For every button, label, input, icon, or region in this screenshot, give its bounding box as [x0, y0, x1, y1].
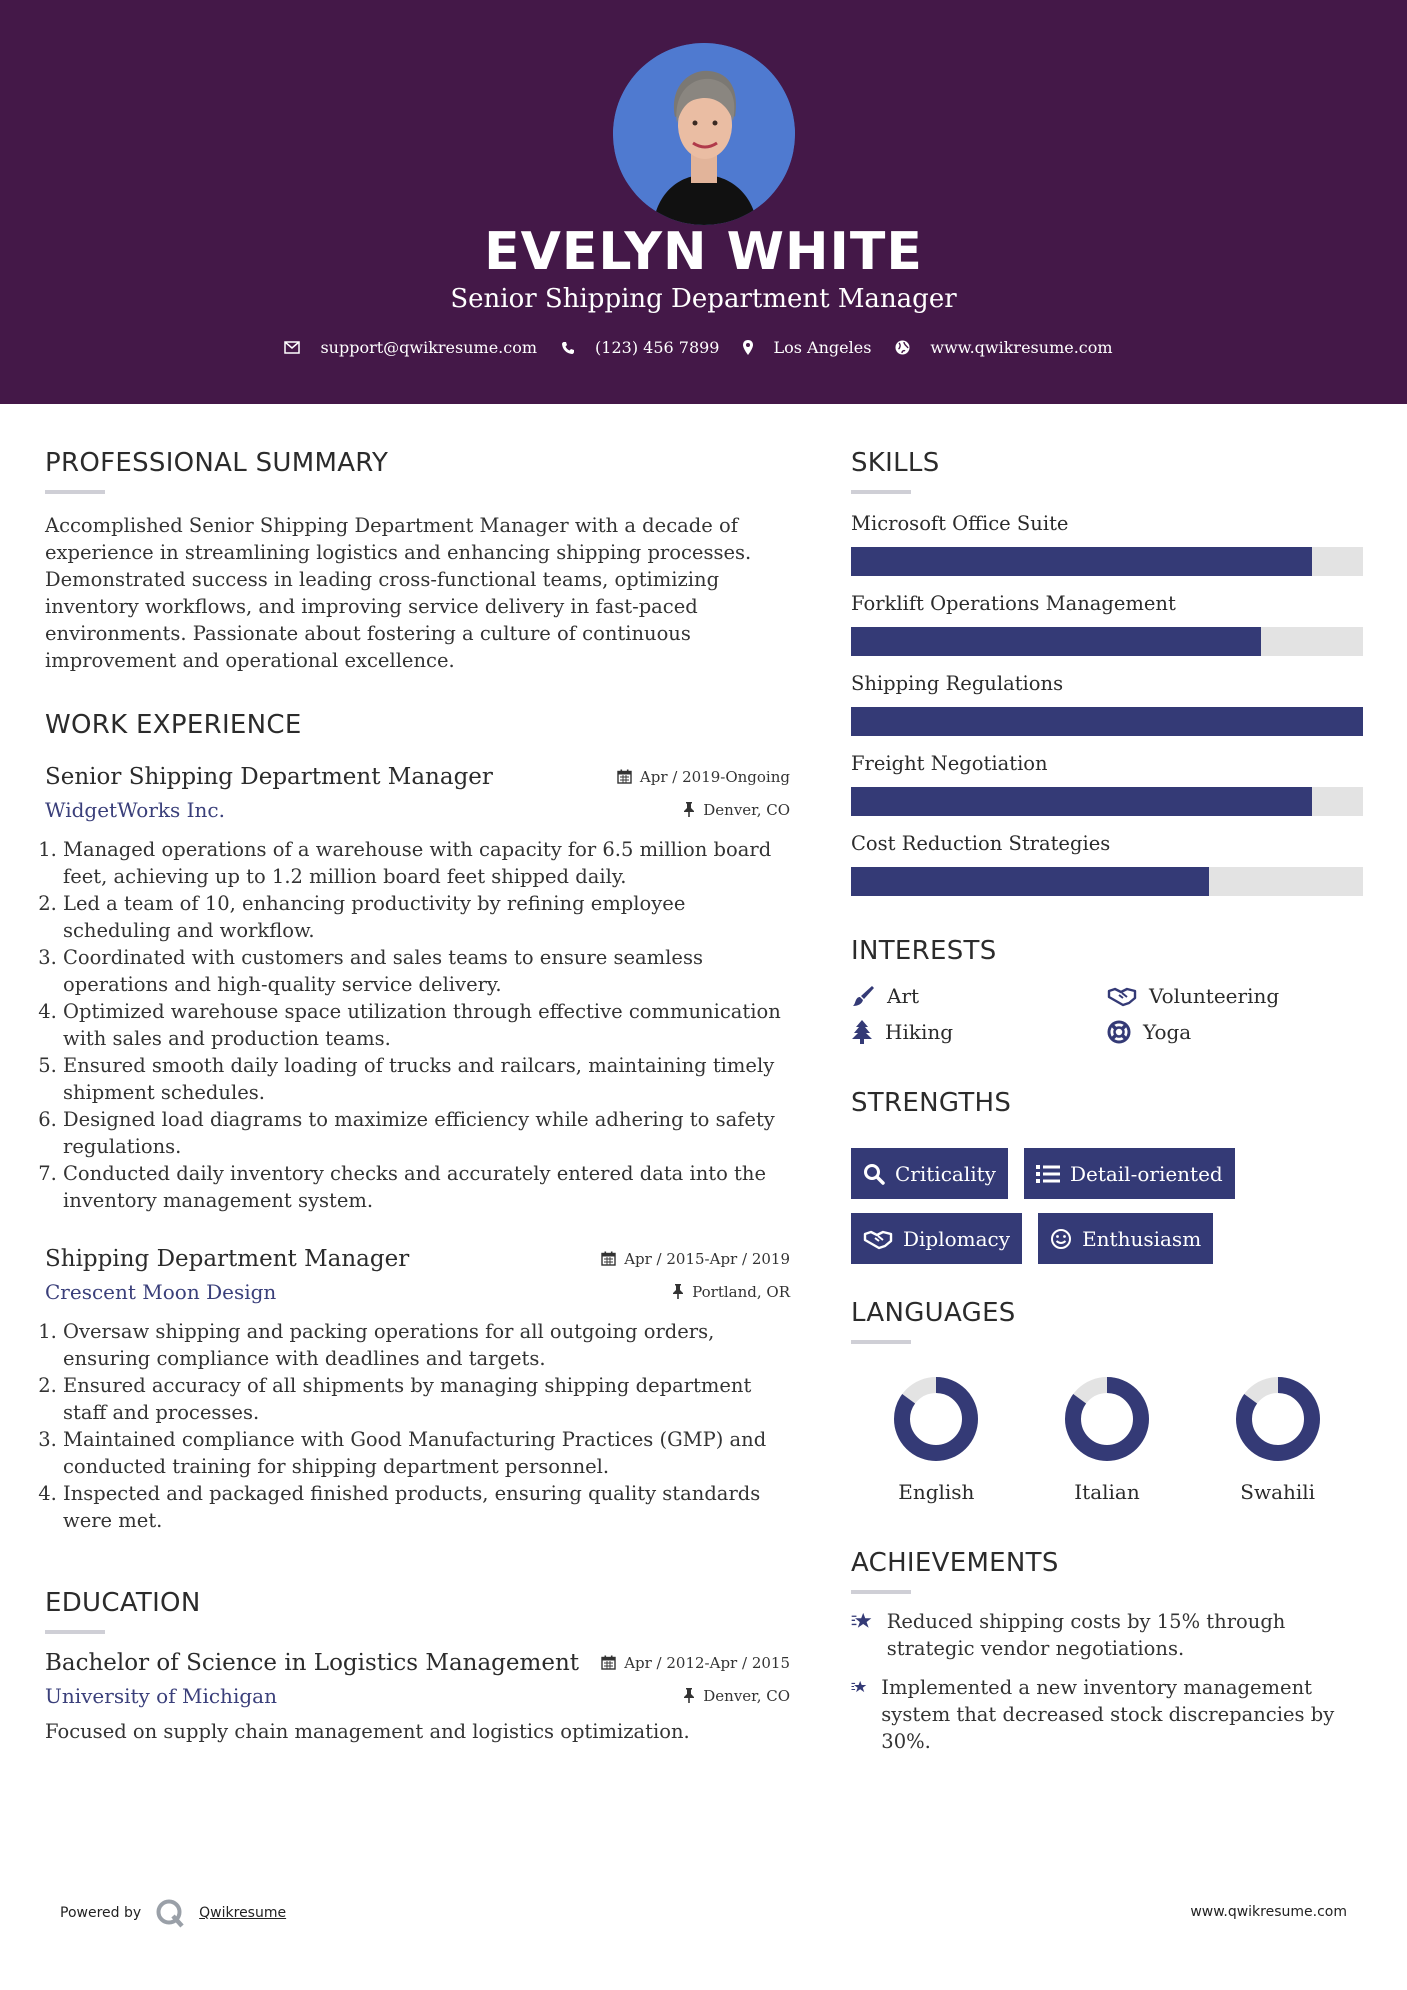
smile-icon — [1050, 1228, 1072, 1250]
language-proficiency-donut — [1062, 1374, 1152, 1464]
interest-item — [851, 984, 1107, 1008]
location-text: Los Angeles — [773, 338, 872, 357]
language-proficiency-donut — [891, 1374, 981, 1464]
duty-list — [45, 836, 790, 1214]
skill-bar — [851, 787, 1363, 816]
tree-icon — [851, 1020, 873, 1044]
achievements-heading: ACHIEVEMENTS — [851, 1548, 1059, 1578]
strength-badge — [851, 1148, 1008, 1199]
skill-name: Freight Negotiation — [851, 752, 1048, 775]
left-column — [45, 448, 790, 1745]
strength-badge — [1038, 1213, 1213, 1264]
header-banner — [0, 0, 1407, 404]
phone-icon — [561, 341, 575, 355]
job-dates-text: Apr / 2015-Apr / 2019 — [624, 1249, 790, 1268]
language-proficiency-donut — [1233, 1374, 1323, 1464]
interests-heading: INTERESTS — [851, 936, 997, 966]
skill-name: Shipping Regulations — [851, 672, 1064, 695]
school-name: University of Michigan — [45, 1684, 277, 1708]
interest-item — [1107, 1020, 1363, 1044]
skill-name: Microsoft Office Suite — [851, 512, 1069, 535]
languages-heading: LANGUAGES — [851, 1298, 1016, 1328]
contact-bar — [0, 338, 1407, 357]
skill-item — [851, 832, 1363, 896]
pushpin-icon — [683, 1688, 695, 1703]
education-note: Focused on supply chain management and logistics optimization. — [45, 1720, 690, 1743]
language-item — [1022, 1374, 1193, 1504]
job-dates — [617, 768, 790, 786]
achievement-text: Implemented a new inventory management system that decreased stock discrepancies by 30%. — [881, 1676, 1335, 1753]
achievements-list — [851, 1608, 1363, 1755]
skill-bar-fill — [851, 787, 1312, 816]
job-location — [683, 801, 790, 819]
skills-divider — [851, 490, 911, 494]
calendar-icon — [601, 1655, 616, 1670]
languages-divider — [851, 1340, 911, 1344]
interest-item — [851, 1020, 1107, 1044]
phone-text: (123) 456 7899 — [595, 338, 720, 357]
education-heading: EDUCATION — [45, 1588, 201, 1618]
language-item — [851, 1374, 1022, 1504]
education-location — [683, 1687, 790, 1705]
globe-icon — [895, 340, 910, 355]
skill-bar — [851, 707, 1363, 736]
handshake-icon — [863, 1228, 893, 1250]
calendar-icon — [601, 1251, 616, 1266]
experience-heading: WORK EXPERIENCE — [45, 710, 302, 740]
skill-bar-fill — [851, 627, 1261, 656]
job-title: Shipping Department Manager — [45, 1246, 410, 1272]
education-entry — [45, 1650, 790, 1745]
duty-item: 2. Led a team of 10, enhancing productivity by refining employee scheduling and workflow. — [63, 890, 790, 944]
interest-label: Hiking — [885, 1020, 954, 1044]
job-location-text: Portland, OR — [692, 1282, 790, 1301]
duty-item: 3. Coordinated with customers and sales teams to ensure seamless operations and high-quality service delivery. — [63, 944, 790, 998]
job-entry — [45, 1246, 790, 1534]
duty-item: 7. Conducted daily inventory checks and accurately entered data into the inventory management system. — [63, 1160, 790, 1214]
education-dates — [601, 1654, 790, 1672]
duty-item: 2. Ensured accuracy of all shipments by managing shipping department staff and processes. — [63, 1372, 790, 1426]
candidate-name: EVELYN WHITE — [484, 222, 923, 282]
right-column — [851, 448, 1363, 1755]
strength-label: Detail-oriented — [1069, 1161, 1223, 1186]
strength-label: Enthusiasm — [1082, 1226, 1202, 1251]
duty-item: 4. Inspected and packaged finished products, ensuring quality standards were met. — [63, 1480, 790, 1534]
qwikresume-logo-icon — [155, 1898, 185, 1928]
education-divider — [45, 1630, 105, 1634]
company-name: Crescent Moon Design — [45, 1280, 277, 1304]
star-award-icon — [851, 1674, 867, 1700]
language-name: English — [898, 1480, 975, 1504]
skill-bar — [851, 627, 1363, 656]
skill-bar — [851, 867, 1363, 896]
skill-name: Cost Reduction Strategies — [851, 832, 1111, 855]
duty-item: 1. Managed operations of a warehouse with capacity for 6.5 million board feet, achieving up to 1.2 million board feet shipped daily. — [63, 836, 790, 890]
qwikresume-link[interactable]: Qwikresume — [199, 1905, 287, 1921]
skill-item — [851, 672, 1363, 736]
achievements-divider — [851, 1590, 911, 1594]
contact-phone[interactable] — [561, 338, 719, 357]
star-award-icon — [851, 1608, 873, 1634]
company-name: WidgetWorks Inc. — [45, 798, 225, 822]
language-item — [1192, 1374, 1363, 1504]
interest-label: Yoga — [1143, 1020, 1192, 1044]
strengths-list — [851, 1148, 1271, 1264]
summary-heading: PROFESSIONAL SUMMARY — [45, 448, 389, 478]
language-name: Swahili — [1240, 1480, 1316, 1504]
job-dates-text: Apr / 2019-Ongoing — [639, 767, 790, 786]
powered-by-label: Powered by — [60, 1905, 142, 1921]
profile-photo — [613, 43, 795, 225]
duty-list — [45, 1318, 790, 1534]
interests-list — [851, 984, 1363, 1044]
contact-email[interactable] — [284, 338, 537, 357]
footer-website[interactable]: www.qwikresume.com — [1190, 1904, 1347, 1920]
duty-item: 4. Optimized warehouse space utilization through effective communication with sales and production teams. — [63, 998, 790, 1052]
email-text: support@qwikresume.com — [320, 338, 538, 357]
lifering-icon — [1107, 1020, 1131, 1044]
strength-label: Diplomacy — [903, 1226, 1011, 1251]
interest-label: Art — [887, 984, 920, 1008]
strengths-heading: STRENGTHS — [851, 1088, 1012, 1118]
skills-heading: SKILLS — [851, 448, 940, 478]
language-name: Italian — [1074, 1480, 1140, 1504]
skill-item — [851, 752, 1363, 816]
paintbrush-icon — [851, 984, 875, 1008]
search-icon — [863, 1163, 885, 1185]
job-entry — [45, 764, 790, 1214]
achievement-item — [851, 1674, 1363, 1755]
education-location-text: Denver, CO — [703, 1686, 790, 1705]
job-location-text: Denver, CO — [703, 800, 790, 819]
strength-badge — [851, 1213, 1022, 1264]
skill-name: Forklift Operations Management — [851, 592, 1176, 615]
summary-divider — [45, 490, 105, 494]
skill-item — [851, 592, 1363, 656]
interest-item — [1107, 984, 1363, 1008]
job-location — [672, 1283, 790, 1301]
list-icon — [1036, 1164, 1060, 1184]
contact-website[interactable] — [895, 338, 1112, 357]
strength-label: Criticality — [895, 1161, 996, 1186]
map-pin-icon — [743, 340, 753, 355]
contact-location — [743, 338, 871, 357]
envelope-icon — [284, 341, 300, 354]
duty-item: 3. Maintained compliance with Good Manufacturing Practices (GMP) and conducted training for shipping department personnel. — [63, 1426, 790, 1480]
achievement-text: Reduced shipping costs by 15% through strategic vendor negotiations. — [886, 1610, 1286, 1660]
skill-bar-fill — [851, 547, 1312, 576]
handshake-icon — [1107, 985, 1137, 1007]
skill-bar-fill — [851, 707, 1363, 736]
pushpin-icon — [683, 802, 695, 817]
achievement-item — [851, 1608, 1363, 1662]
summary-text: Accomplished Senior Shipping Department Manager with a decade of experience in streamlining logistics and enhancing shipping processes. Demonstrated success in leading cross-functional teams, optimizing inventory workflows, and improving service delivery in fast-paced environments. Passionate about fostering a culture of continuous improvement and operational excellence. — [45, 514, 752, 672]
skill-bar-fill — [851, 867, 1209, 896]
job-title: Senior Shipping Department Manager — [45, 764, 493, 790]
calendar-icon — [617, 769, 632, 784]
duty-item: 5. Ensured smooth daily loading of trucks and railcars, maintaining timely shipment schedules. — [63, 1052, 790, 1106]
education-dates-text: Apr / 2012-Apr / 2015 — [624, 1653, 790, 1672]
degree-title: Bachelor of Science in Logistics Management — [45, 1650, 579, 1676]
languages-list — [851, 1374, 1363, 1504]
skill-bar — [851, 547, 1363, 576]
skill-item — [851, 512, 1363, 576]
candidate-title: Senior Shipping Department Manager — [450, 284, 957, 314]
website-text: www.qwikresume.com — [930, 338, 1113, 357]
powered-by — [60, 1898, 286, 1928]
duty-item: 1. Oversaw shipping and packing operations for all outgoing orders, ensuring compliance with deadlines and targets. — [63, 1318, 790, 1372]
job-dates — [601, 1250, 790, 1268]
pushpin-icon — [672, 1284, 684, 1299]
interest-label: Volunteering — [1149, 984, 1280, 1008]
skills-list — [851, 512, 1363, 896]
strength-badge — [1024, 1148, 1235, 1199]
duty-item: 6. Designed load diagrams to maximize efficiency while adhering to safety regulations. — [63, 1106, 790, 1160]
